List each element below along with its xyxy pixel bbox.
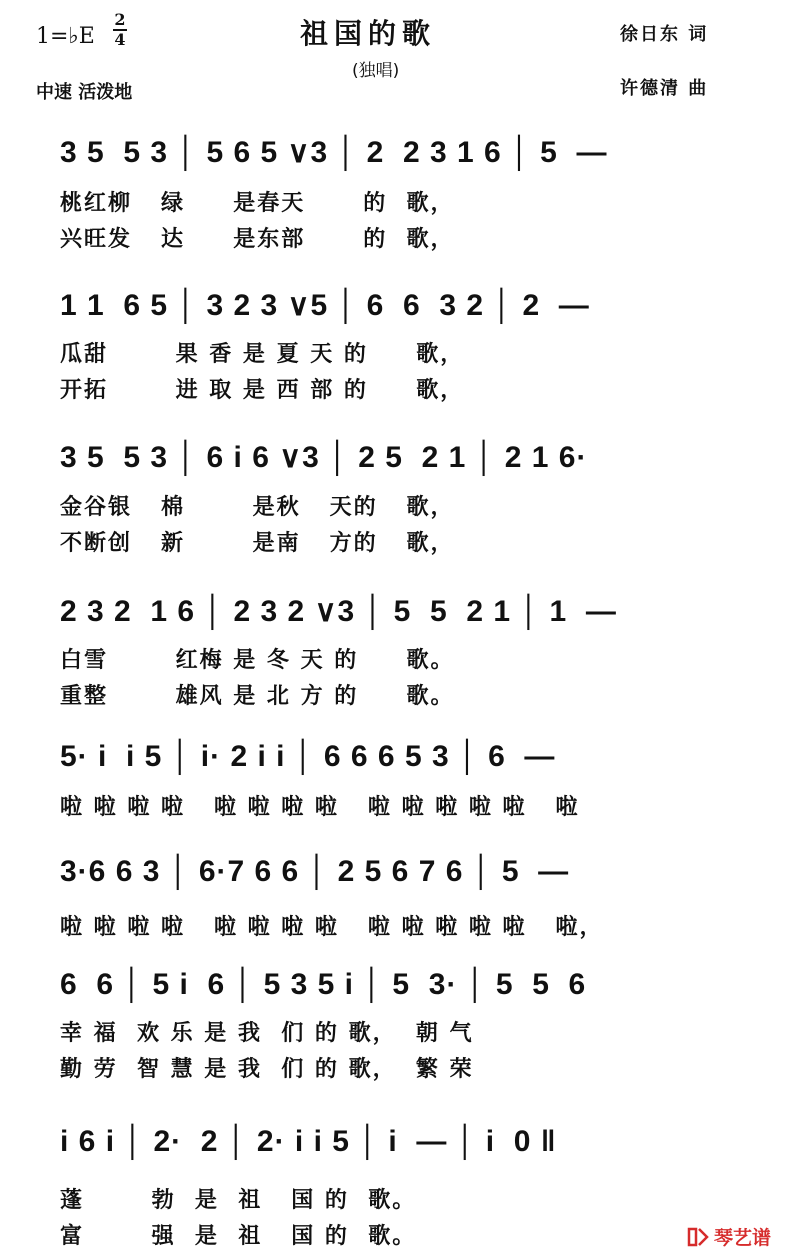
lyrics-verse-2: 重整 雄风 是 北 方 的 歌。 xyxy=(60,684,455,709)
notation-line: 5· i i 5 │ i· 2 i i │ 6 6 6 5 3 │ 6 — xyxy=(60,740,556,773)
notation-line: 3 5 5 3 │ 5 6 5 ∨3 │ 2 2 3 1 6 │ 5 — xyxy=(60,136,608,169)
notation-line: i 6 i │ 2· 2 │ 2· i i 5 │ i — │ i 0 ‖ xyxy=(60,1125,557,1158)
lyrics-verse-2: 开拓 进 取 是 西 部 的 歌， xyxy=(60,378,465,403)
lyrics-verse-2: 兴旺发 达 是东部 的 歌， xyxy=(60,227,455,252)
lyrics-verse-1: 蓬 勃 是 祖 国 的 歌。 xyxy=(60,1188,417,1213)
lyrics-verse-2: 不断创 新 是南 方的 歌， xyxy=(60,531,455,556)
lyrics-verse-2: 富 强 是 祖 国 的 歌。 xyxy=(60,1224,417,1249)
watermark-logo xyxy=(686,1223,771,1250)
notation-line: 3·6 6 3 │ 6·7 6 6 │ 2 5 6 7 6 │ 5 — xyxy=(60,855,570,888)
lyrics-verse-1: 幸 福 欢 乐 是 我 们 的 歌， 朝 气 xyxy=(60,1021,474,1046)
lyrics-verse-2: 勤 劳 智 慧 是 我 们 的 歌， 繁 荣 xyxy=(60,1057,474,1082)
lyricist-credit: 徐日东 词 xyxy=(620,24,709,45)
lyrics-verse-1: 白雪 红梅 是 冬 天 的 歌。 xyxy=(60,648,455,673)
lyrics-verse-1: 桃红柳 绿 是春天 的 歌， xyxy=(60,191,455,216)
notation-line: 1 1 6 5 │ 3 2 3 ∨5 │ 6 6 3 2 │ 2 — xyxy=(60,289,590,322)
composer-credit: 许德清 曲 xyxy=(620,78,709,99)
time-signature-bottom: 4 xyxy=(114,30,126,49)
notation-line: 6 6 │ 5 i 6 │ 5 3 5 i │ 5 3· │ 5 5 6 xyxy=(60,968,587,1001)
song-subtitle: (独唱) xyxy=(352,61,400,81)
lyrics-verse-1: 啦 啦 啦 啦 啦 啦 啦 啦 啦 啦 啦 啦 啦 啦， xyxy=(60,915,604,940)
notation-line: 2 3 2 1 6 │ 2 3 2 ∨3 │ 5 5 2 1 │ 1 — xyxy=(60,595,617,628)
watermark-brand: 琴艺谱 xyxy=(713,1227,771,1249)
tempo-marking: 中速 活泼地 xyxy=(36,82,133,103)
lyrics-verse-1: 啦 啦 啦 啦 啦 啦 啦 啦 啦 啦 啦 啦 啦 啦 xyxy=(60,795,580,820)
lyrics-verse-1: 金谷银 棉 是秋 天的 歌， xyxy=(60,495,455,520)
notation-line: 3 5 5 3 │ 6 i 6 ∨3 │ 2 5 2 1 │ 2 1 6· xyxy=(60,441,588,474)
song-title: 祖国的歌 xyxy=(300,17,437,50)
key-signature: 1=♭E xyxy=(36,24,95,49)
time-signature xyxy=(113,12,127,48)
time-signature-top: 2 xyxy=(114,10,126,29)
music-note-logo-icon xyxy=(686,1226,710,1248)
lyrics-verse-1: 瓜甜 果 香 是 夏 天 的 歌， xyxy=(60,342,465,367)
